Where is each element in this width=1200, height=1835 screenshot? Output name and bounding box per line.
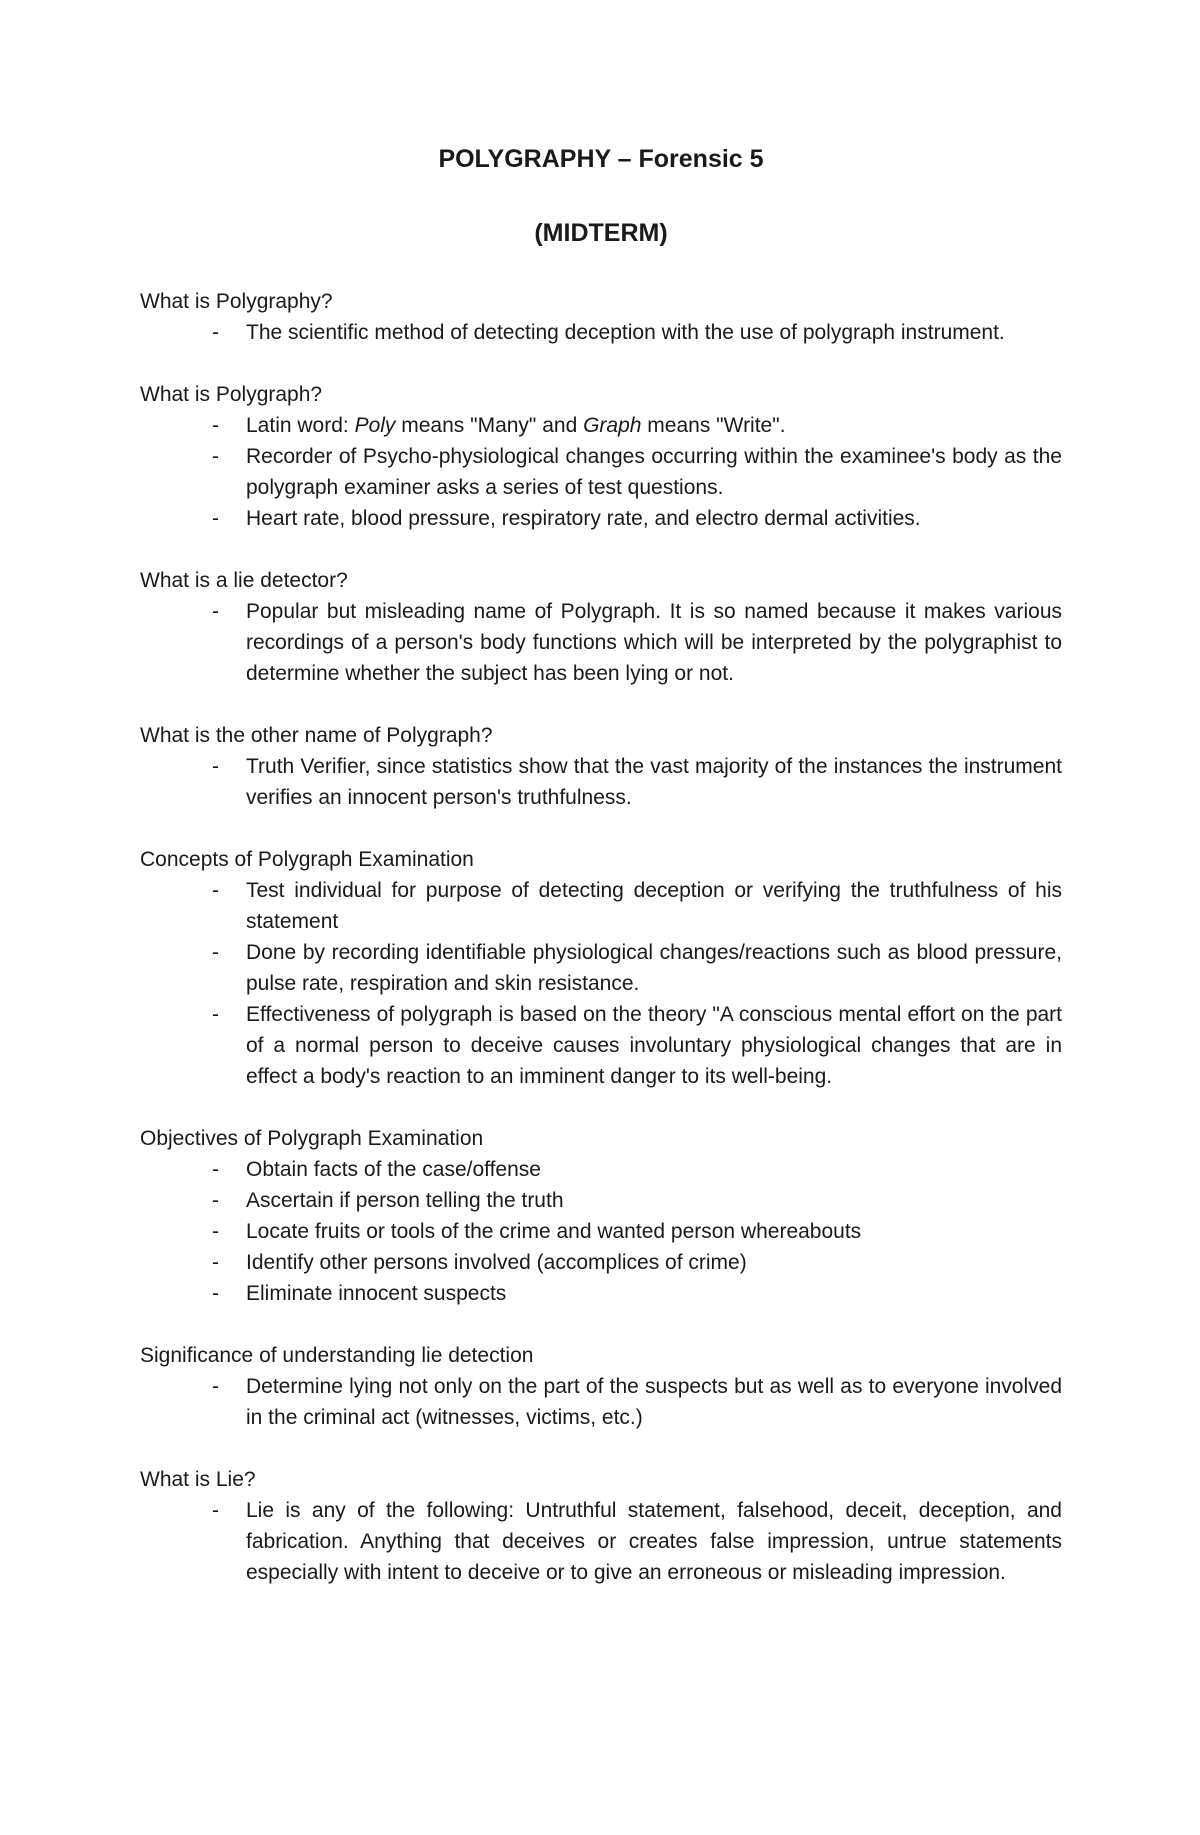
section-polygraphy: [140, 286, 1062, 348]
list-item: - Obtain facts of the case/offense: [246, 1154, 1062, 1185]
list-item: - Lie is any of the following: Untruthful statement, falsehood, deceit, deception, and fabrication. Anything that deceives or creates false impression, untrue statements especially with intent to deceive or to give an erroneous or misleading impression.: [246, 1495, 1062, 1588]
document-page: [140, 140, 1062, 1588]
document-subtitle: (MIDTERM): [534, 219, 668, 247]
list-item: - Recorder of Psycho-physiological changes occurring within the examinee's body as the polygraph examiner asks a series of test questions.: [246, 441, 1062, 503]
list-item: - Ascertain if person telling the truth: [246, 1185, 1062, 1216]
section-heading: What is a lie detector?: [140, 569, 348, 592]
section-heading: Concepts of Polygraph Examination: [140, 848, 474, 871]
section-heading: Objectives of Polygraph Examination: [140, 1127, 484, 1150]
list-item: - Identify other persons involved (accomplices of crime): [246, 1247, 1062, 1278]
document-title: POLYGRAPHY – Forensic 5: [438, 145, 764, 173]
section-heading: What is Polygraph?: [140, 383, 323, 406]
bullet-list: [140, 1154, 1062, 1309]
list-item: - Test individual for purpose of detecting deception or verifying the truthfulness of his statement: [246, 875, 1062, 937]
list-item: - Determine lying not only on the part of the suspects but as well as to everyone involved in the criminal act (witnesses, victims, etc.): [246, 1371, 1062, 1433]
latin-text: means "Write".: [641, 414, 786, 437]
section-polygraph: [140, 379, 1062, 534]
section-heading: What is the other name of Polygraph?: [140, 724, 493, 747]
section-concepts: [140, 844, 1062, 1092]
list-item: - Done by recording identifiable physiological changes/reactions such as blood pressure, pulse rate, respiration and skin resistance.: [246, 937, 1062, 999]
section-heading: What is Lie?: [140, 1468, 256, 1491]
section-lie-detector: [140, 565, 1062, 689]
latin-text: means "Many" and: [395, 414, 584, 437]
bullet-list: [140, 410, 1062, 534]
section-objectives: [140, 1123, 1062, 1309]
bullet-list: [140, 875, 1062, 1092]
list-item: - Truth Verifier, since statistics show that the vast majority of the instances the instrument verifies an innocent person's truthfulness.: [246, 751, 1062, 813]
list-item: - The scientific method of detecting deception with the use of polygraph instrument.: [246, 317, 1062, 348]
list-item-latin-word: [246, 410, 1062, 441]
section-heading: Significance of understanding lie detection: [140, 1344, 534, 1367]
list-item: - Heart rate, blood pressure, respiratory rate, and electro dermal activities.: [246, 503, 1062, 534]
section-heading: What is Polygraphy?: [140, 290, 333, 313]
section-other-name: [140, 720, 1062, 813]
latin-term-graph: Graph: [583, 414, 642, 437]
latin-text: Latin word:: [246, 414, 355, 437]
bullet-list: [140, 317, 1062, 348]
bullet-list: [140, 1371, 1062, 1433]
bullet-list: [140, 1495, 1062, 1588]
bullet-list: [140, 596, 1062, 689]
latin-term-poly: Poly: [354, 414, 396, 437]
bullet-list: [140, 751, 1062, 813]
list-item: - Eliminate innocent suspects: [246, 1278, 1062, 1309]
section-lie: [140, 1464, 1062, 1588]
list-item: - Locate fruits or tools of the crime and wanted person whereabouts: [246, 1216, 1062, 1247]
list-item: - Effectiveness of polygraph is based on the theory "A conscious mental effort on the part of a normal person to deceive causes involuntary physiological changes that are in effect a body's reaction to an imminent danger to its well-being.: [246, 999, 1062, 1092]
section-significance: [140, 1340, 1062, 1433]
list-item: - Popular but misleading name of Polygraph. It is so named because it makes various recordings of a person's body functions which will be interpreted by the polygraphist to determine whether the subject has been lying or not.: [246, 596, 1062, 689]
